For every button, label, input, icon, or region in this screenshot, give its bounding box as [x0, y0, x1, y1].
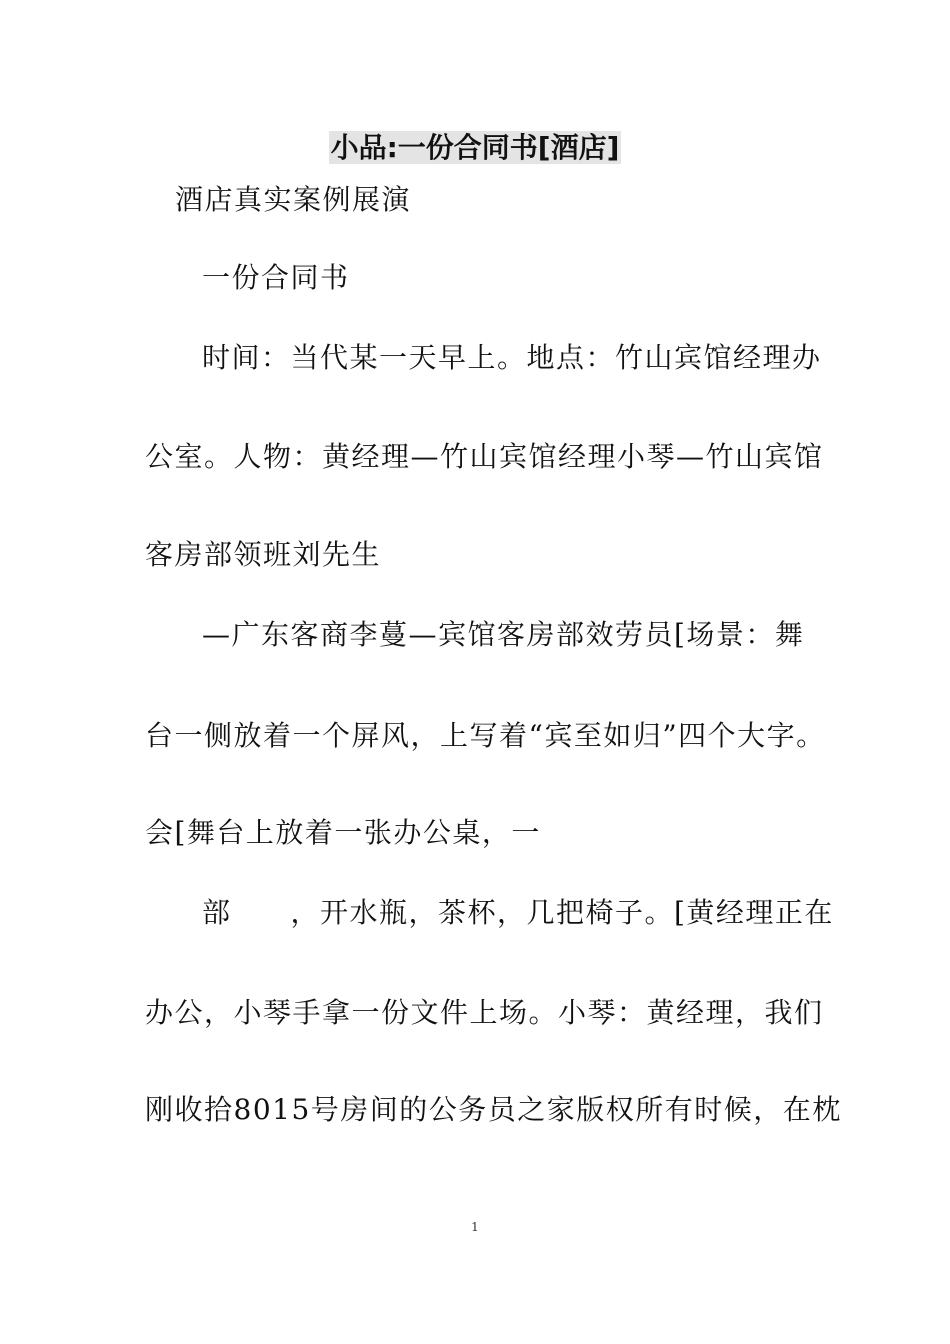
- paragraph-line-10: 办公，小琴手拿一份文件上场。小琴：黄经理，我们: [145, 996, 824, 1029]
- paragraph-line-7: 台一侧放着一个屏风，上写着“宾至如归”四个大字。: [145, 719, 826, 752]
- paragraph-line-9: 部 ，开水瓶，茶杯，几把椅子。[黄经理正在: [202, 896, 834, 929]
- page-number: 1: [471, 1220, 479, 1234]
- paragraph-line-8: 会[舞台上放着一张办公桌，一: [145, 816, 541, 849]
- paragraph-line-1: 酒店真实案例展演: [175, 183, 412, 216]
- paragraph-line-3: 时间：当代某一天早上。地点：竹山宾馆经理办: [202, 341, 822, 374]
- paragraph-line-6: —广东客商李蔓—宾馆客房部效劳员[场景：舞: [202, 618, 805, 651]
- paragraph-line-2: 一份合同书: [202, 261, 350, 294]
- document-title-text: 小品:一份合同书[酒店]: [330, 131, 620, 164]
- paragraph-line-11: 刚收拾8015号房间的公务员之家版权所有时候，在枕: [145, 1093, 842, 1126]
- paragraph-line-5: 客房部领班刘先生: [145, 538, 382, 571]
- paragraph-line-4: 公室。人物：黄经理—竹山宾馆经理小琴—竹山宾馆: [145, 440, 824, 473]
- document-title: [0, 128, 950, 168]
